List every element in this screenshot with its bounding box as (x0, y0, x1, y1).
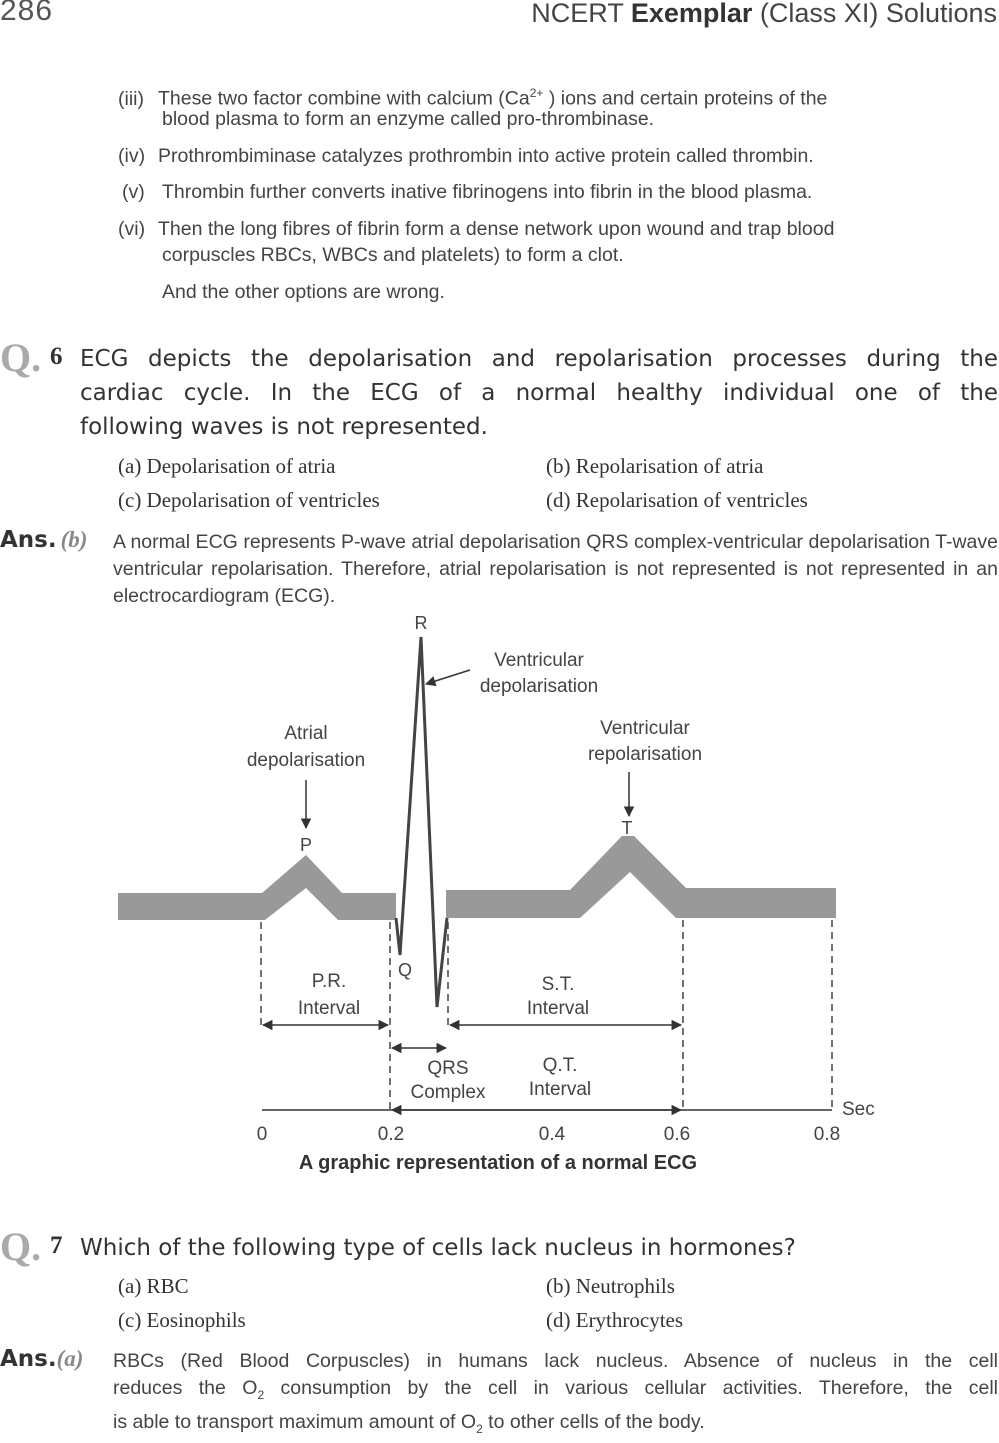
axis-tick: 0.4 (538, 1124, 566, 1145)
item-number: (iv) (118, 145, 146, 167)
option-b: (b) Neutrophils (546, 1274, 675, 1298)
pr-interval-label-1: P.R. (311, 971, 347, 992)
axis-tick: 0 (256, 1124, 268, 1145)
question-line: ECG depicts the depolarisation and repolarisation processes during the (80, 346, 998, 372)
item-number: (iii) (118, 87, 144, 110)
answer-text (113, 1348, 998, 1443)
ventricular-depol-arrow (426, 670, 470, 684)
superscript: 2+ (529, 86, 544, 100)
axis-unit: Sec (842, 1099, 875, 1120)
axis-tick: 0.8 (813, 1124, 841, 1145)
text-part: consumption by the cell in various cellular activities. Therefore, the cell (264, 1377, 999, 1399)
ans-letter: (b) (60, 527, 88, 552)
question-text: Which of the following type of cells lack nucleus in hormones? (80, 1235, 796, 1261)
ventricular-repol-label-2: repolarisation (587, 744, 703, 765)
ans-label: Ans. (0, 1346, 57, 1372)
answer-text: A normal ECG represents P-wave atrial depolarisation QRS complex-ventricular depolarisation T-wave ventricular repolarisation. Therefore, atrial repolarisation is not represented is not represented in an electrocardiogram (ECG). (113, 531, 998, 607)
text-part: reduces the O (113, 1377, 258, 1399)
ecg-t-wave-band (446, 836, 836, 918)
page-number: 286 (0, 0, 54, 27)
title-suffix: (Class XI) Solutions (752, 0, 997, 28)
text-part: to other cells of the body. (482, 1410, 705, 1433)
option-d: (d) Repolarisation of ventricles (546, 488, 808, 512)
option-a: (a) Depolarisation of atria (118, 454, 336, 478)
qrs-complex-label-2: Complex (410, 1082, 486, 1103)
answer-label (0, 1346, 83, 1372)
qt-interval-label-1: Q.T. (542, 1055, 578, 1076)
text-part: is able to transport maximum amount of O (113, 1410, 477, 1433)
axis-tick: 0.6 (663, 1124, 691, 1145)
p-label: P (299, 835, 313, 855)
title-prefix: NCERT (531, 0, 631, 28)
question-number: 7 (50, 1232, 63, 1259)
item-text: These two factor combine with calcium (Ca (158, 87, 530, 110)
question-line: following waves is not represented. (80, 414, 488, 440)
ventricular-depol-label-2: depolarisation (479, 676, 599, 697)
item-number: (vi) (118, 218, 146, 240)
answer-line (113, 1409, 998, 1443)
option-c: (c) Depolarisation of ventricles (118, 488, 380, 512)
answer-line: RBCs (Red Blood Corpuscles) in humans lack nucleus. Absence of nucleus in the cell (113, 1350, 998, 1372)
closing-text: And the other options are wrong. (162, 281, 445, 303)
subscript: 2 (257, 1387, 265, 1402)
list-item-continuation: corpuscles RBCs, WBCs and platelets) to form a clot. (162, 244, 624, 266)
question-number: 6 (50, 343, 63, 370)
ecg-p-wave-band (118, 855, 396, 920)
option-c: (c) Eosinophils (118, 1308, 246, 1332)
item-text-after: ) ions and certain proteins of the (543, 87, 828, 110)
ecg-qrs-spike (396, 637, 447, 1007)
atrial-depol-label-1: Atrial (284, 723, 328, 744)
question-line: cardiac cycle. In the ECG of a normal healthy individual one of the (80, 380, 998, 406)
ventricular-depol-label-1: Ventricular (494, 650, 584, 671)
question-label: Q. (0, 1224, 42, 1269)
item-number: (v) (122, 181, 145, 203)
atrial-depol-label-2: depolarisation (246, 750, 366, 771)
item-text: Then the long fibres of fibrin form a dense network upon wound and trap blood (158, 218, 835, 240)
item-text: Thrombin further converts inative fibrinogens into fibrin in the blood plasma. (162, 181, 813, 203)
st-interval-label-2: Interval (526, 998, 590, 1019)
qrs-complex-label-1: QRS (427, 1058, 469, 1079)
subscript: 2 (476, 1421, 483, 1436)
r-label: R (414, 613, 428, 633)
q-label: Q (397, 960, 413, 980)
option-b: (b) Repolarisation of atria (546, 454, 764, 478)
pr-interval-label-2: Interval (297, 998, 361, 1019)
option-d: (d) Erythrocytes (546, 1308, 684, 1332)
question-label: Q. (0, 335, 42, 380)
t-label: T (621, 818, 633, 838)
title-bold: Exemplar (630, 0, 753, 28)
qt-interval-label-2: Interval (528, 1079, 592, 1100)
figure-caption: A graphic representation of a normal ECG (298, 1152, 698, 1174)
item-text: Prothrombiminase catalyzes prothrombin into active protein called thrombin. (158, 145, 814, 167)
ans-label: Ans. (0, 527, 57, 553)
st-interval-label-1: S.T. (541, 974, 575, 995)
ans-letter: (a) (56, 1346, 84, 1371)
list-item-continuation: blood plasma to form an enzyme called pro-thrombinase. (162, 108, 655, 130)
ventricular-repol-label-1: Ventricular (600, 718, 690, 739)
answer-line (113, 1375, 998, 1409)
axis-tick: 0.2 (377, 1124, 405, 1145)
option-a: (a) RBC (118, 1274, 189, 1298)
